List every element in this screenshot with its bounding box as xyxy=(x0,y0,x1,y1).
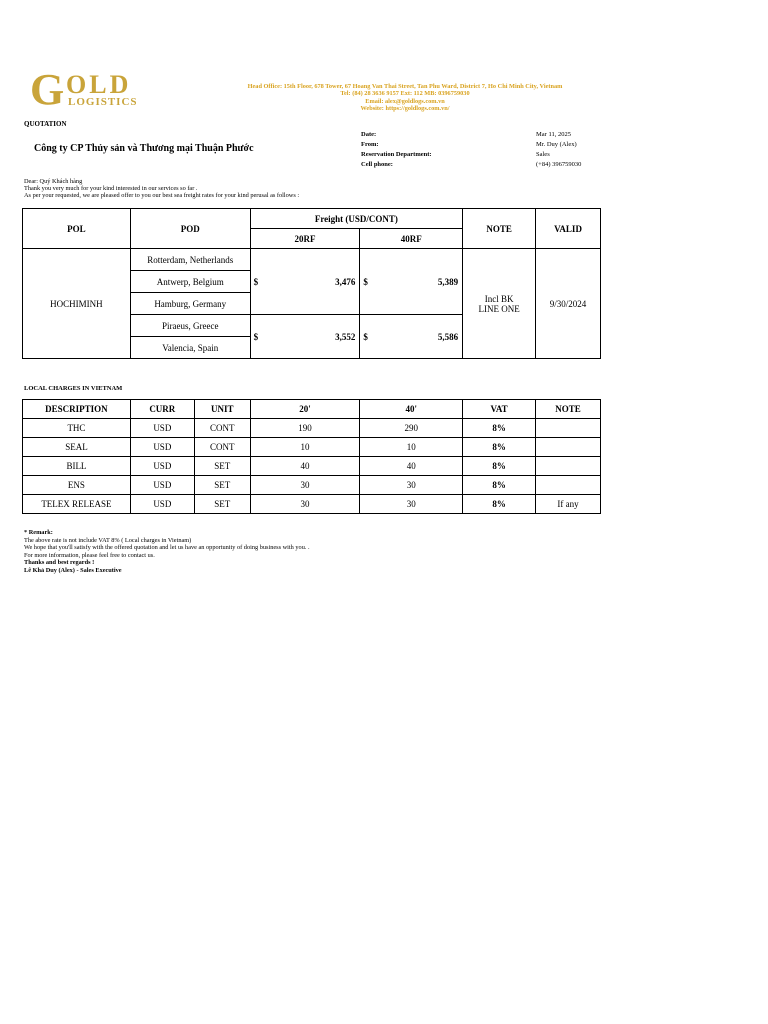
meta-labels xyxy=(361,130,432,170)
vat-cell: 8% xyxy=(463,495,536,514)
rate-40rf-group2 xyxy=(360,315,463,359)
header-valid: VALID xyxy=(536,209,601,249)
valid-cell: 9/30/2024 xyxy=(536,249,601,359)
note-cell xyxy=(536,438,601,457)
note-cell: If any xyxy=(536,495,601,514)
date-label: Date: xyxy=(361,131,377,138)
desc-cell: SEAL xyxy=(23,438,131,457)
from-value: Mr. Duy (Alex) xyxy=(536,141,577,148)
price-40-cell: 30 xyxy=(360,476,463,495)
note-cell xyxy=(536,419,601,438)
table-row xyxy=(23,419,601,438)
pod-cell: Valencia, Spain xyxy=(130,337,250,359)
phone-value: (+84) 396759030 xyxy=(536,161,582,168)
currency-symbol: $ xyxy=(363,331,368,342)
from-label: From: xyxy=(361,141,379,148)
curr-cell: USD xyxy=(130,495,194,514)
table-row xyxy=(23,476,601,495)
header-description: DESCRIPTION xyxy=(23,400,131,419)
signature: Lê Khả Duy (Alex) - Sales Executive xyxy=(24,566,122,574)
table-row xyxy=(23,457,601,476)
vat-cell: 8% xyxy=(463,476,536,495)
rate-amount: 3,476 xyxy=(335,276,356,287)
desc-cell: TELEX RELEASE xyxy=(23,495,131,514)
price-40-cell: 10 xyxy=(360,438,463,457)
vat-cell: 8% xyxy=(463,438,536,457)
logo-letter: G xyxy=(30,65,65,114)
header-pol: POL xyxy=(23,209,131,249)
local-charges-table xyxy=(22,399,601,514)
rate-amount: 5,586 xyxy=(437,331,459,342)
price-40-cell: 40 xyxy=(360,457,463,476)
pod-cell: Rotterdam, Netherlands xyxy=(130,249,250,271)
note-line: Incl BK xyxy=(484,293,514,304)
currency-symbol: $ xyxy=(253,331,259,342)
unit-cell: SET xyxy=(194,495,250,514)
price-20-cell: 30 xyxy=(250,476,360,495)
header-note: NOTE xyxy=(463,209,536,249)
desc-cell: BILL xyxy=(23,457,131,476)
curr-cell: USD xyxy=(130,419,194,438)
table-row xyxy=(23,438,601,457)
header-freight: Freight (USD/CONT) xyxy=(250,209,463,229)
intro-offer: As per your requested, we are pleased offer to you our best sea freight rates for your kind perusal as follows : xyxy=(24,192,300,200)
intro-text xyxy=(24,178,299,200)
vat-cell: 8% xyxy=(463,457,536,476)
rate-40rf-group1 xyxy=(360,249,463,315)
rate-amount: 3,552 xyxy=(335,331,356,342)
curr-cell: USD xyxy=(130,476,194,495)
note-cell xyxy=(536,457,601,476)
price-40-cell: 290 xyxy=(360,419,463,438)
header-contact-info xyxy=(200,83,610,112)
remark-hope: We hope that you'll satisfy with the offered quotation and let us have an opportunity of doing business with you. . xyxy=(24,544,310,552)
header-pod: POD xyxy=(130,209,250,249)
currency-symbol: $ xyxy=(253,276,259,287)
price-20-cell: 190 xyxy=(250,419,360,438)
header-vat: VAT xyxy=(463,400,536,419)
pod-cell: Piraeus, Greece xyxy=(130,315,250,337)
head-office: Head Office: 15th Floor, 678 Tower, 67 Hoang Van Thai Street, Tan Phu Ward, District 7, Ho Chi Minh City, Vietnam xyxy=(247,83,563,90)
price-20-cell: 40 xyxy=(250,457,360,476)
curr-cell: USD xyxy=(130,457,194,476)
remark-vat: The above rate is not include VAT 8% ( Local charges in Vietnam) xyxy=(24,536,192,544)
price-20-cell: 10 xyxy=(250,438,360,457)
header-curr: CURR xyxy=(130,400,194,419)
remark-title: * Remark: xyxy=(24,529,53,536)
unit-cell: SET xyxy=(194,457,250,476)
remark-contact: For more information, please feel free to contact us. xyxy=(24,551,155,559)
local-charges-title: LOCAL CHARGES IN VIETNAM xyxy=(24,385,123,392)
header-note: NOTE xyxy=(536,400,601,419)
price-20-cell: 30 xyxy=(250,495,360,514)
logo-subtitle: LOGISTICS xyxy=(68,96,138,108)
price-40-cell: 30 xyxy=(360,495,463,514)
currency-symbol: $ xyxy=(363,276,368,287)
date-value: Mar 11, 2025 xyxy=(536,131,571,138)
intro-greeting: Dear: Quý Khách hàng xyxy=(24,178,83,185)
logo-word: OLD xyxy=(66,70,132,99)
regards: Thanks and best regards ! xyxy=(24,559,95,567)
remarks-block xyxy=(24,529,310,575)
note-cell xyxy=(463,249,536,359)
desc-cell: ENS xyxy=(23,476,131,495)
pol-cell: HOCHIMINH xyxy=(23,249,131,359)
header-20ft: 20' xyxy=(250,400,360,419)
unit-cell: CONT xyxy=(194,438,250,457)
rate-amount: 5,389 xyxy=(437,276,459,287)
note-line: LINE ONE xyxy=(478,303,520,314)
unit-cell: CONT xyxy=(194,419,250,438)
pod-cell: Antwerp, Belgium xyxy=(130,271,250,293)
company-logo xyxy=(30,65,142,114)
header-40rf: 40RF xyxy=(360,229,463,249)
header-unit: UNIT xyxy=(194,400,250,419)
intro-thanks: Thank you very much for your kind interested in our services so far . xyxy=(24,185,198,193)
pod-cell: Hamburg, Germany xyxy=(130,293,250,315)
rate-20rf-group2 xyxy=(250,315,360,359)
desc-cell: THC xyxy=(23,419,131,438)
unit-cell: SET xyxy=(194,476,250,495)
head-email: Email: alex@goldlogs.com.vn xyxy=(365,97,445,105)
vat-cell: 8% xyxy=(463,419,536,438)
dept-label: Reservation Department: xyxy=(361,151,432,158)
curr-cell: USD xyxy=(130,438,194,457)
header-40ft: 40' xyxy=(360,400,463,419)
doc-title: QUOTATION xyxy=(24,120,67,128)
header-20rf: 20RF xyxy=(250,229,360,249)
head-phone: Tel: (84) 28 3636 9157 Ext: 112 MB: 0396759030 xyxy=(340,90,470,98)
freight-rate-table xyxy=(22,208,601,359)
meta-values xyxy=(536,130,581,170)
head-website: Website: https://goldlogs.com.vn/ xyxy=(360,104,450,112)
dept-value: Sales xyxy=(536,151,550,158)
phone-label: Cell phone: xyxy=(361,161,393,168)
customer-company: Công ty CP Thủy sản và Thương mại Thuận Phước xyxy=(34,143,254,154)
note-cell xyxy=(536,476,601,495)
table-row xyxy=(23,495,601,514)
rate-20rf-group1 xyxy=(250,249,360,315)
